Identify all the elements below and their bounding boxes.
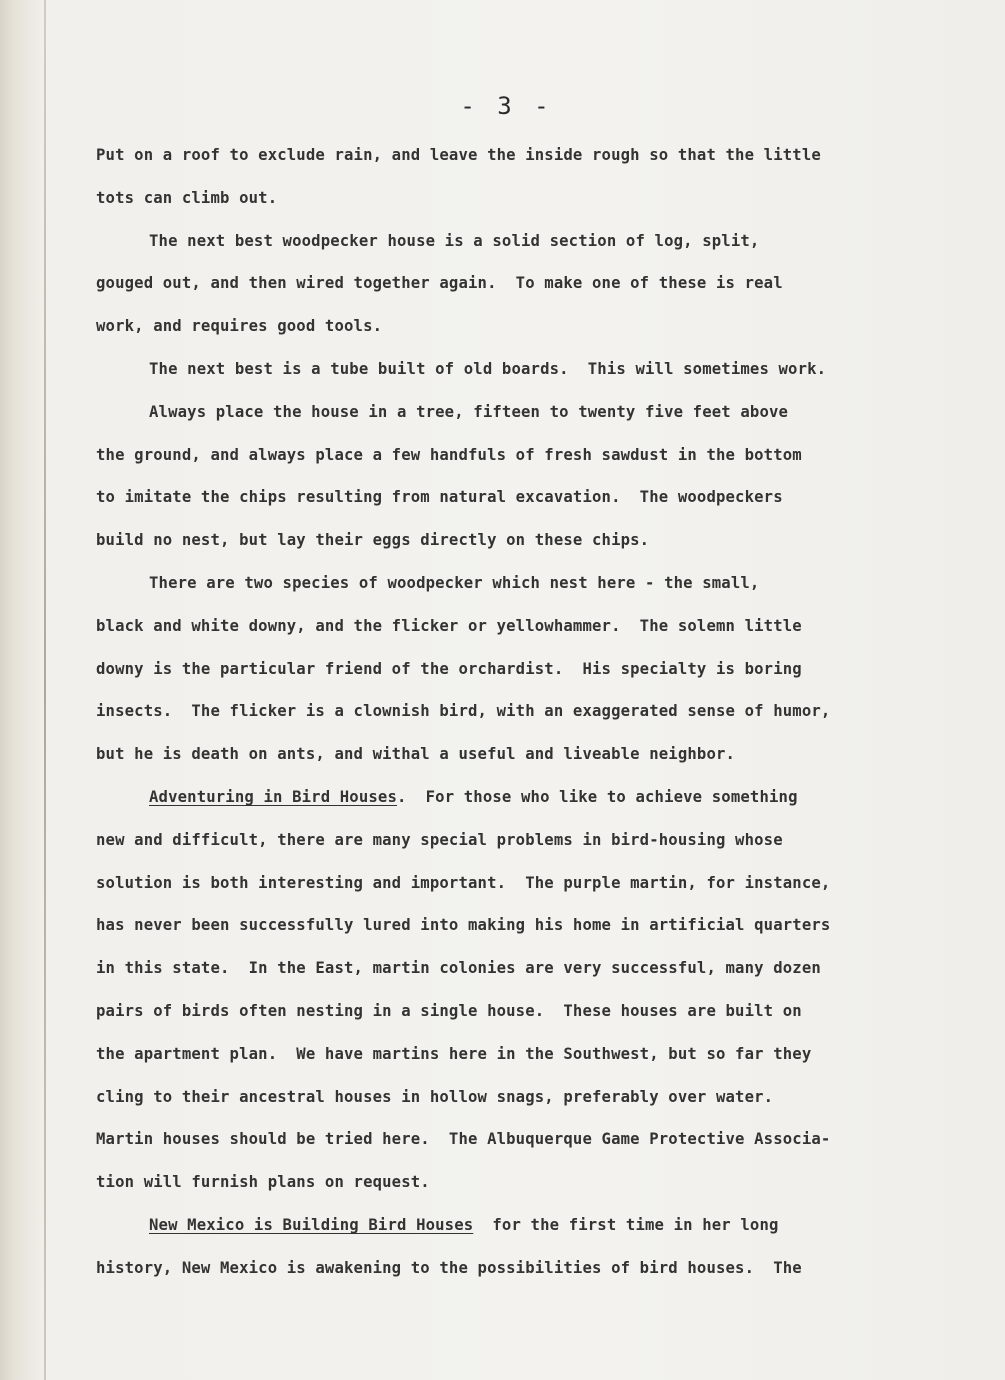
typed-text-body (96, 134, 926, 1290)
text-line (96, 1076, 926, 1119)
text-line (96, 947, 926, 990)
text-line (96, 776, 926, 819)
line-text: history, New Mexico is awakening to the possibilities of bird houses. The (96, 1258, 802, 1277)
text-line (96, 262, 926, 305)
text-line (96, 1247, 926, 1290)
binding-fold-line (44, 0, 46, 1380)
line-text: build no nest, but lay their eggs directly on these chips. (96, 531, 650, 550)
line-text: the apartment plan. We have martins here in the Southwest, but so far they (96, 1044, 812, 1063)
text-line (96, 1204, 926, 1247)
text-line (96, 1033, 926, 1076)
text-line (96, 904, 926, 947)
text-line (96, 134, 926, 177)
line-text: black and white downy, and the flicker or yellowhammer. The solemn little (96, 616, 802, 635)
text-line (96, 648, 926, 691)
line-text: tots can climb out. (96, 188, 278, 207)
text-line (96, 1118, 926, 1161)
section-heading: New Mexico is Building Bird Houses (149, 1215, 474, 1234)
text-line (96, 862, 926, 905)
line-text: but he is death on ants, and withal a useful and liveable neighbor. (96, 745, 736, 764)
text-line (96, 1161, 926, 1204)
line-text: to imitate the chips resulting from natural excavation. The woodpeckers (96, 488, 783, 507)
binding-edge (0, 0, 46, 1380)
text-line (96, 562, 926, 605)
line-text: work, and requires good tools. (96, 317, 383, 336)
line-text: the ground, and always place a few handfuls of fresh sawdust in the bottom (96, 445, 802, 464)
line-text: new and difficult, there are many special problems in bird-housing whose (96, 830, 783, 849)
text-line (96, 990, 926, 1033)
line-text: pairs of birds often nesting in a single house. These houses are built on (96, 1001, 802, 1020)
line-text: in this state. In the East, martin colonies are very successful, many dozen (96, 959, 821, 978)
line-text: Always place the house in a tree, fifteen to twenty five feet above (149, 402, 789, 421)
text-line (96, 819, 926, 862)
text-line (96, 220, 926, 263)
page-number: - 3 - (460, 92, 553, 120)
text-line (96, 305, 926, 348)
line-text: There are two species of woodpecker which nest here - the small, (149, 573, 760, 592)
line-text: for the first time in her long (473, 1215, 779, 1234)
text-line (96, 391, 926, 434)
line-text: solution is both interesting and important. The purple martin, for instance, (96, 873, 831, 892)
line-text: The next best is a tube built of old boards. This will sometimes work. (149, 359, 827, 378)
line-text: gouged out, and then wired together again. To make one of these is real (96, 274, 783, 293)
line-text: Put on a roof to exclude rain, and leave the inside rough so that the little (96, 146, 821, 164)
text-line (96, 605, 926, 648)
section-heading: Adventuring in Bird Houses (149, 787, 397, 806)
text-line (96, 690, 926, 733)
line-text: downy is the particular friend of the orchardist. His specialty is boring (96, 659, 802, 678)
text-line (96, 733, 926, 776)
text-line (96, 177, 926, 220)
text-line (96, 434, 926, 477)
line-text: insects. The flicker is a clownish bird, with an exaggerated sense of humor, (96, 702, 831, 721)
line-text: . For those who like to achieve something (397, 787, 798, 806)
line-text: has never been successfully lured into making his home in artificial quarters (96, 916, 831, 935)
text-line (96, 348, 926, 391)
text-line (96, 519, 926, 562)
line-text: tion will furnish plans on request. (96, 1173, 430, 1192)
line-text: Martin houses should be tried here. The Albuquerque Game Protective Associa- (96, 1130, 831, 1149)
line-text: The next best woodpecker house is a solid section of log, split, (149, 231, 760, 250)
text-line (96, 476, 926, 519)
line-text: cling to their ancestral houses in hollow snags, preferably over water. (96, 1087, 774, 1106)
